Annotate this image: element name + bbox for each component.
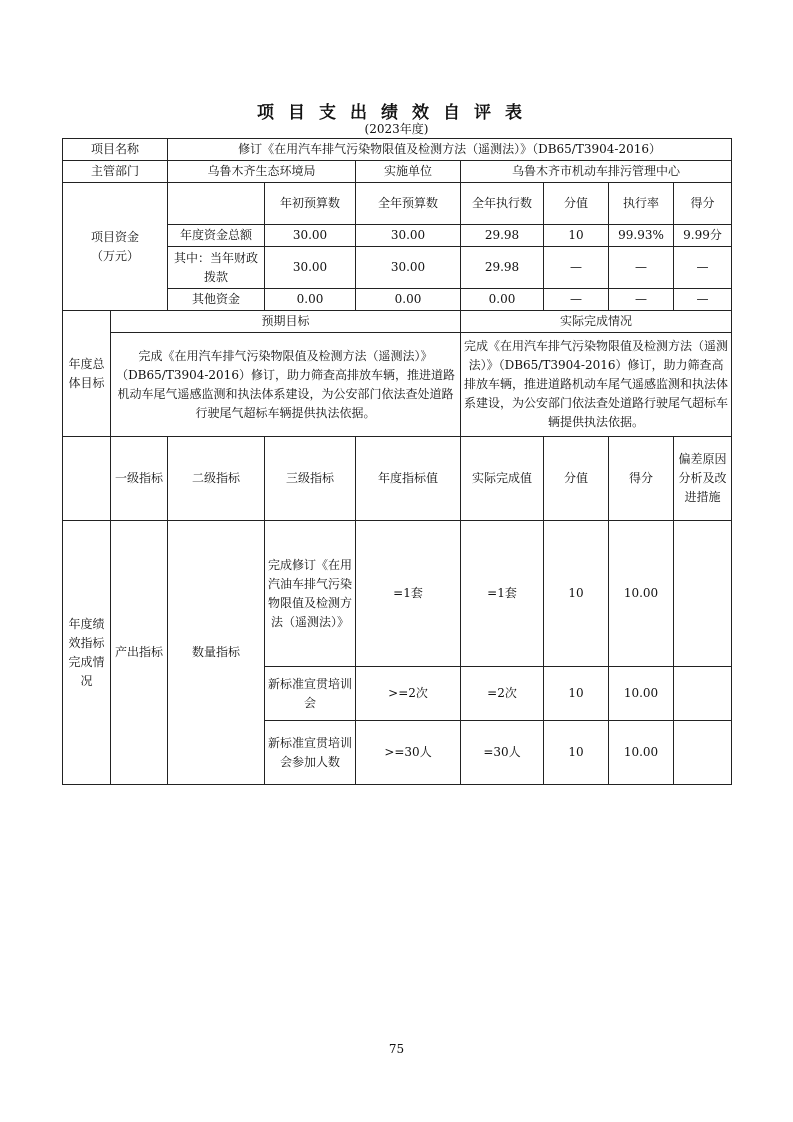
- indicator-header: 年度指标值: [356, 437, 461, 521]
- table-row: [63, 139, 732, 161]
- level3-indicator: 新标准宣贯培训会参加人数: [265, 721, 356, 785]
- project-name-value: 修订《在用汽车排气污染物限值及检测方法（遥测法）》（DB65/T3904-2016）: [168, 139, 732, 161]
- funds-header: 得分: [674, 183, 732, 225]
- funds-header: 执行率: [609, 183, 674, 225]
- funds-section-label: 项目资金 （万元）: [63, 183, 168, 311]
- indicator-header: 一级指标: [111, 437, 168, 521]
- funds-cell: 29.98: [461, 247, 544, 289]
- funds-cell: 99.93%: [609, 225, 674, 247]
- expected-goal-text: 完成《在用汽车排气污染物限值及检测方法（遥测法）》（DB65/T3904-2016）修订，助力筛查高排放车辆，推进道路机动车尾气遥感监测和执法体系建设，为公安部门依法查处道路行驶尾气超标车辆提供执法依据。: [111, 333, 461, 437]
- impl-value: 乌鲁木齐市机动车排污管理中心: [461, 161, 732, 183]
- table-row: [63, 311, 732, 333]
- level3-indicator: 完成修订《在用汽油车排气污染物限值及检测方法（遥测法）》: [265, 521, 356, 667]
- funds-header: 全年预算数: [356, 183, 461, 225]
- funds-cell: —: [544, 247, 609, 289]
- table-row: [63, 521, 732, 667]
- actual-value: =2次: [461, 667, 544, 721]
- level1-indicator: 产出指标: [111, 521, 168, 785]
- expected-goal-label: 预期目标: [111, 311, 461, 333]
- funds-cell: 9.99分: [674, 225, 732, 247]
- score: 10.00: [609, 521, 674, 667]
- funds-cell: 0.00: [265, 289, 356, 311]
- funds-cell: 10: [544, 225, 609, 247]
- score-value: 10: [544, 721, 609, 785]
- funds-cell: 30.00: [265, 247, 356, 289]
- indicator-header: 分值: [544, 437, 609, 521]
- actual-goal-label: 实际完成情况: [461, 311, 732, 333]
- funds-header: 全年执行数: [461, 183, 544, 225]
- funds-cell: 0.00: [356, 289, 461, 311]
- score: 10.00: [609, 667, 674, 721]
- funds-header: 年初预算数: [265, 183, 356, 225]
- indicators-section-label: 年度绩效指标完成情况: [63, 521, 111, 785]
- funds-cell: 0.00: [461, 289, 544, 311]
- indicator-header: 三级指标: [265, 437, 356, 521]
- page-number: 75: [388, 1042, 405, 1056]
- funds-cell: 30.00: [265, 225, 356, 247]
- actual-goal-text: 完成《在用汽车排气污染物限值及检测方法（遥测法）》（DB65/T3904-2016）修订，助力筛查高排放车辆，推进道路机动车尾气遥感监测和执法体系建设，为公安部门依法查处道路行驶尾气超标车辆提供执法依据。: [461, 333, 732, 437]
- funds-row-label: 其中：当年财政拨款: [168, 247, 265, 289]
- table-row: [63, 437, 732, 521]
- target-value: =1套: [356, 521, 461, 667]
- funds-row-label: 其他资金: [168, 289, 265, 311]
- indicator-header: 二级指标: [168, 437, 265, 521]
- funds-cell: —: [674, 289, 732, 311]
- funds-cell: 30.00: [356, 225, 461, 247]
- page-title: 项目支出绩效自评表: [257, 103, 536, 123]
- deviation-note: [674, 521, 732, 667]
- target-value: >=2次: [356, 667, 461, 721]
- funds-cell: —: [609, 289, 674, 311]
- score-value: 10: [544, 521, 609, 667]
- table-row: [63, 333, 732, 437]
- goals-section-label: 年度总体目标: [63, 311, 111, 437]
- deviation-note: [674, 721, 732, 785]
- funds-cell: —: [674, 247, 732, 289]
- table-row: [63, 183, 732, 225]
- target-value: >=30人: [356, 721, 461, 785]
- level3-indicator: 新标准宣贯培训会: [265, 667, 356, 721]
- project-name-label: 项目名称: [63, 139, 168, 161]
- actual-value: =30人: [461, 721, 544, 785]
- page-subtitle: (2023年度): [364, 122, 429, 136]
- funds-cell: —: [544, 289, 609, 311]
- funds-header: 分值: [544, 183, 609, 225]
- score-value: 10: [544, 667, 609, 721]
- performance-table: [62, 138, 732, 785]
- indicator-header: 实际完成值: [461, 437, 544, 521]
- funds-header-blank: [168, 183, 265, 225]
- indicator-header: 得分: [609, 437, 674, 521]
- funds-cell: —: [609, 247, 674, 289]
- deviation-note: [674, 667, 732, 721]
- table-row: [63, 161, 732, 183]
- funds-cell: 30.00: [356, 247, 461, 289]
- level2-indicator: 数量指标: [168, 521, 265, 785]
- indicator-header: 偏差原因分析及改进措施: [674, 437, 732, 521]
- funds-row-label: 年度资金总额: [168, 225, 265, 247]
- impl-label: 实施单位: [356, 161, 461, 183]
- funds-cell: 29.98: [461, 225, 544, 247]
- indicator-header-blank: [63, 437, 111, 521]
- score: 10.00: [609, 721, 674, 785]
- actual-value: =1套: [461, 521, 544, 667]
- dept-label: 主管部门: [63, 161, 168, 183]
- dept-value: 乌鲁木齐生态环境局: [168, 161, 356, 183]
